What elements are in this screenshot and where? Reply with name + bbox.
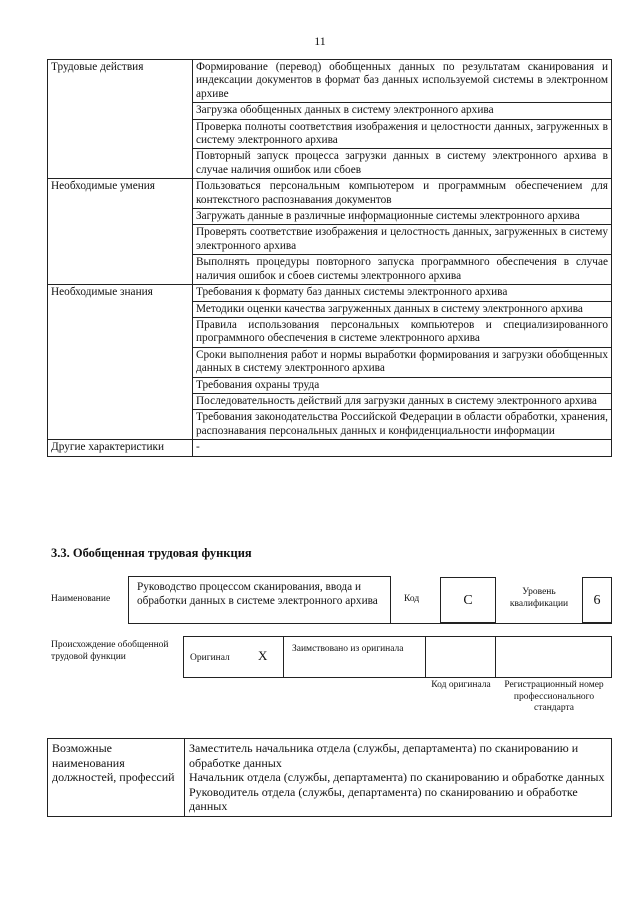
table-cell: Выполнять процедуры повторного запуска программного обеспечения в случае наличия ошибок и сбоев системы электронного архива <box>193 255 612 285</box>
table-cell: Формирование (перевод) обобщенных данных по результатам сканирования и индексации документов в формат баз данных используемой системы в электронном архиве <box>193 60 612 103</box>
name-box <box>128 576 391 624</box>
positions-list <box>185 739 612 817</box>
list-item: Заместитель начальника отдела (службы, департамента) по сканированию и обработке данных <box>189 741 579 770</box>
borrowed-label: Заимствовано из оригинала <box>292 644 404 654</box>
origin-divider <box>495 636 496 678</box>
labor-functions-table <box>47 59 612 457</box>
table-cell: Загрузка обобщенных данных в систему электронного архива <box>193 103 612 119</box>
table-row <box>48 739 612 817</box>
code-box: С <box>440 577 496 623</box>
section-title: 3.3. Обобщенная трудовая функция <box>51 546 252 560</box>
table-cell: - <box>193 440 612 456</box>
original-mark: Х <box>258 648 268 663</box>
reg-caption: Регистрационный номер профессионального стандарта <box>504 680 604 713</box>
table-row <box>48 179 612 209</box>
row-label-knowledge: Необходимые знания <box>48 285 193 440</box>
page-number: 11 <box>314 34 326 48</box>
table-cell: Загружать данные в различные информационные системы электронного архива <box>193 209 612 225</box>
table-cell: Требования охраны труда <box>193 377 612 393</box>
table-cell: Повторный запуск процесса загрузки данных в систему электронного архива в случае наличия ошибок или сбоев <box>193 149 612 179</box>
table-cell: Пользоваться персональным компьютером и программным обеспечением для контекстного распознавания документов <box>193 179 612 209</box>
table-cell: Требования к формату баз данных системы электронного архива <box>193 285 612 301</box>
table-row <box>48 285 612 301</box>
list-item: Начальник отдела (службы, департамента) по сканированию и обработке данных <box>189 770 605 784</box>
positions-table <box>47 738 612 817</box>
table-cell: Проверять соответствие изображения и целостность данных, загруженных в систему электронного архива <box>193 225 612 255</box>
level-label: Уровень квалификации <box>509 587 569 609</box>
code-caption: Код оригинала <box>431 680 491 690</box>
table-cell: Проверка полноты соответствия изображения и целостности данных, загруженных в систему электронного архива <box>193 119 612 149</box>
list-item: Руководитель отдела (службы, департамента) по сканированию и обработке данных <box>189 784 578 813</box>
table-cell: Последовательность действий для загрузки данных в систему электронного архива <box>193 393 612 409</box>
name-label: Наименование <box>51 594 111 604</box>
row-label-other: Другие характеристики <box>48 440 193 456</box>
function-name: Руководство процессом сканирования, ввода и обработки данных в системе электронного архива <box>137 581 378 607</box>
function-underline <box>128 623 612 624</box>
table-cell: Методики оценки качества загруженных данных в систему электронного архива <box>193 301 612 317</box>
origin-divider <box>425 636 426 678</box>
origin-divider <box>283 636 284 678</box>
origin-row <box>183 636 612 678</box>
origin-label: Происхождение обобщенной трудовой функции <box>51 640 169 662</box>
level-box: 6 <box>582 577 612 623</box>
row-label-skills: Необходимые умения <box>48 179 193 285</box>
original-label: Оригинал <box>190 653 230 663</box>
table-cell: Сроки выполнения работ и нормы выработки формирования и загрузки обобщенных данных в систему электронного архива <box>193 347 612 377</box>
code-label: Код <box>404 594 420 604</box>
positions-label: Возможные наименования должностей, профессий <box>48 739 185 817</box>
table-cell: Правила использования персональных компьютеров и специализированного программного обеспечения в системе электронного архива <box>193 317 612 347</box>
table-row <box>48 60 612 103</box>
row-label-labor-actions: Трудовые действия <box>48 60 193 179</box>
table-cell: Требования законодательства Российской Федерации в области обработки, хранения, распознавания персональных данных и конфиденциальности информации <box>193 410 612 440</box>
table-row <box>48 440 612 456</box>
